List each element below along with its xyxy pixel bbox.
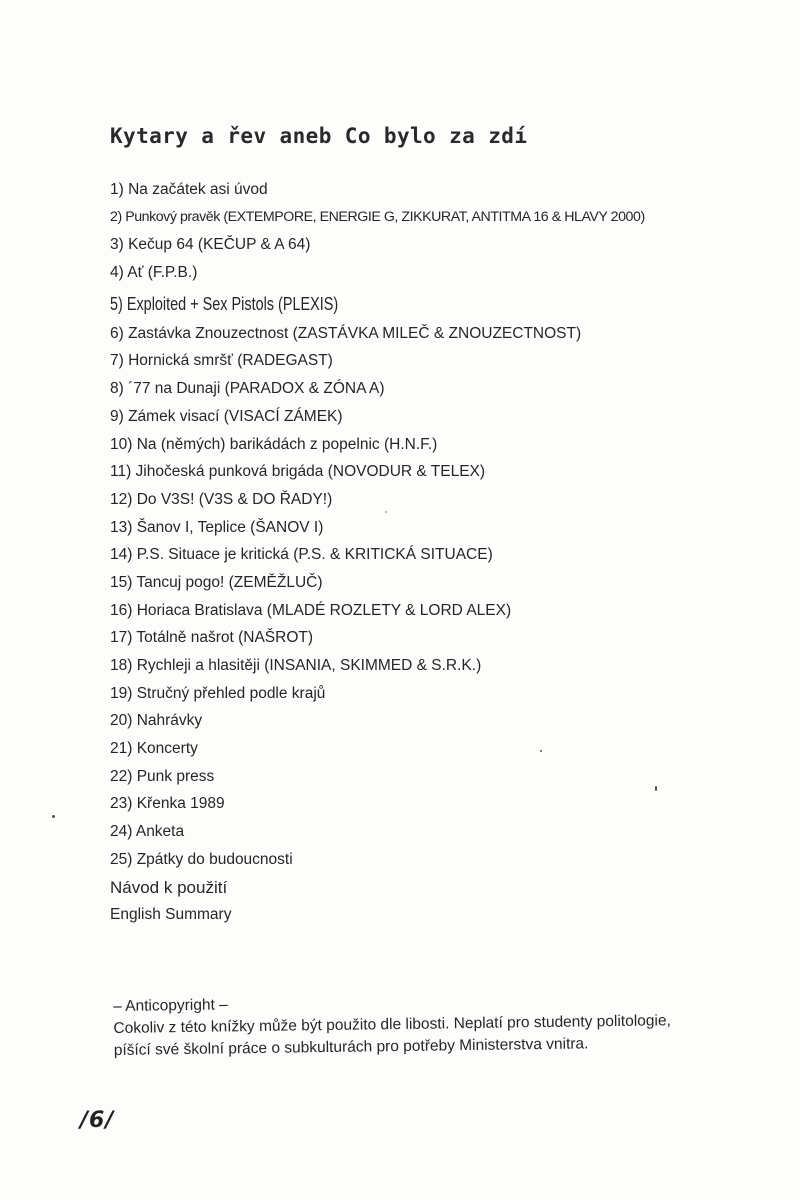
anticopyright-notice — [113, 987, 774, 1062]
scan-speck — [540, 750, 542, 752]
page-title: Kytary a řev aneb Co bylo za zdí — [110, 124, 528, 148]
toc-item: 18) Rychleji a hlasitěji (INSANIA, SKIMMED & S.R.K.) — [110, 657, 482, 674]
toc-item: 24) Anketa — [110, 823, 185, 841]
toc-item: 16) Horiaca Bratislava (MLADÉ ROZLETY & LORD ALEX) — [110, 601, 512, 619]
toc-item: 1) Na začátek asi úvod — [110, 181, 268, 198]
toc-item: 14) P.S. Situace je kritická (P.S. & KRITICKÁ SITUACE) — [110, 546, 493, 564]
scan-speck — [655, 786, 657, 791]
toc-item: 4) Ať (F.P.B.) — [110, 264, 198, 282]
toc-item: 9) Zámek visací (VISACÍ ZÁMEK) — [110, 407, 343, 425]
toc-item: 3) Kečup 64 (KEČUP & A 64) — [110, 236, 311, 254]
toc-item: 7) Hornická smršť (RADEGAST) — [110, 352, 333, 370]
toc-item: 19) Stručný přehled podle krajů — [110, 684, 326, 702]
anticopyright-heading: – Anticopyright – — [113, 996, 228, 1015]
scan-speck — [52, 815, 55, 818]
table-of-contents — [110, 176, 770, 929]
toc-item: 8) ´77 na Dunaji (PARADOX & ZÓNA A) — [110, 380, 385, 398]
toc-item: 10) Na (němých) barikádách z popelnic (H.N.F.) — [110, 435, 438, 453]
toc-item: 25) Zpátky do budoucnosti — [110, 850, 293, 868]
toc-item: 5) Exploited + Sex Pistols (PLEXIS) — [110, 292, 339, 314]
toc-item: 13) Šanov I, Teplice (ŠANOV I) — [110, 518, 324, 536]
toc-item: 2) Punkový pravěk (EXTEMPORE, ENERGIE G, ZIKKURAT, ANTITMA 16 & HLAVY 2000) — [110, 208, 645, 225]
toc-item: 6) Zastávka Znouzectnost (ZASTÁVKA MILEČ & ZNOUZECTNOST) — [110, 324, 582, 342]
toc-extra-navod: Návod k použití — [110, 877, 228, 897]
toc-item: 22) Punk press — [110, 767, 215, 785]
toc-item: 11) Jihočeská punková brigáda (NOVODUR & TELEX) — [110, 463, 486, 481]
scan-speck — [385, 511, 387, 513]
page-number: /6/ — [80, 1108, 115, 1133]
toc-item: 12) Do V3S! (V3S & DO ŘADY!) — [110, 490, 333, 508]
toc-extra-summary: English Summary — [110, 906, 232, 924]
anticopyright-line: píšící své školní práce o subkulturách pro potřeby Ministerstva vnitra. — [113, 1035, 589, 1059]
toc-item: 15) Tancuj pogo! (ZEMĚŽLUČ) — [110, 573, 323, 591]
toc-item: 17) Totálně našrot (NAŠROT) — [110, 629, 314, 647]
anticopyright-line: Cokoliv z této knížky může být použito dle libosti. Neplatí pro studenty politologie, — [113, 1012, 671, 1037]
toc-item: 21) Koncerty — [110, 740, 198, 758]
toc-item: 23) Křenka 1989 — [110, 795, 225, 813]
toc-item: 20) Nahrávky — [110, 712, 203, 730]
